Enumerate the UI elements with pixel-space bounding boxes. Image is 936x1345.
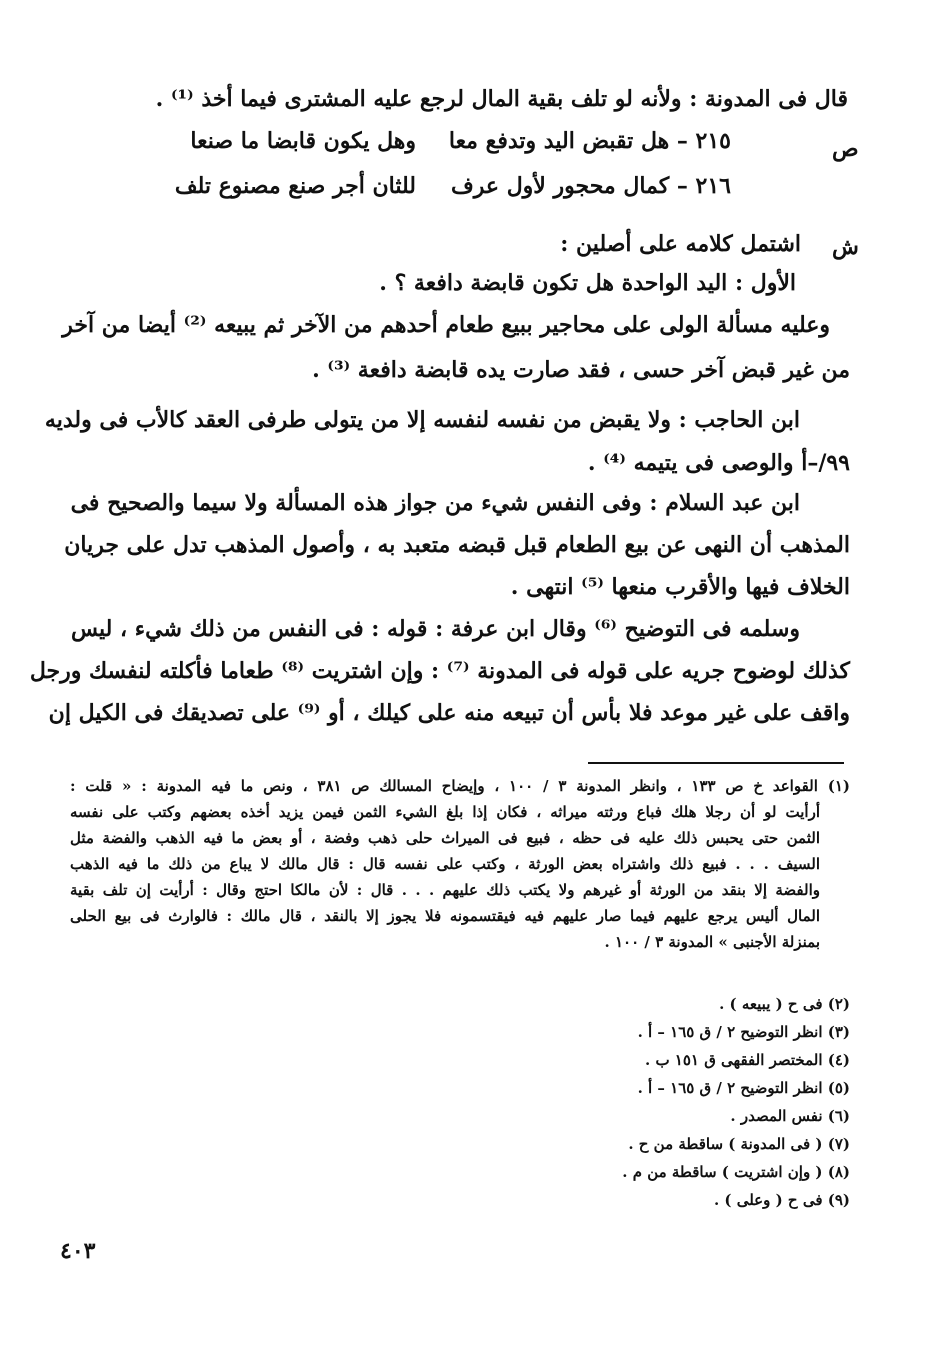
- verse-215-first-hemistich: ٢١٥ – هل تقبض اليد وتدفع معا: [448, 128, 731, 154]
- paragraph-line: اشتمل كلامه على أصلين :: [560, 231, 801, 257]
- verse-216-second-hemistich: للثان أجر صنع مصنوع تلف: [174, 173, 416, 199]
- footnote-line: (١) القواعد خ ص ١٣٣ ، وانظر المدونة ٣ / ١٠٠ ، وإيضاح المسالك ص ٣٨١ ، ونص ما فيه المدونة : « قلت :: [70, 777, 850, 795]
- page-number: ٤٠٣: [60, 1238, 96, 1264]
- footnote-line: (٧) ( فى المدونة ) ساقطة من ح .: [628, 1135, 850, 1153]
- paragraph-line: كذلك لوضوح جريه على قوله فى المدونة ⁽⁷⁾ : وإن اشتريت ⁽⁸⁾ طعاما فأكلته لنفسك ورجل: [29, 658, 850, 684]
- footnote-line: أرأيت لو أن رجلا هلك فباع ورثته ميراثه ، فكان إذا بلغ الشيء الثمن فيمن يزيد أخذه بعضهم وكتب على نفسه: [70, 803, 820, 821]
- footnote-line: (٦) نفس المصدر .: [730, 1107, 850, 1125]
- paragraph-line: وعليه مسألة الولى على محاجير ببيع طعام أحدهم من الآخر ثم يبيعه ⁽²⁾ أيضا من آخر: [62, 312, 830, 338]
- margin-marker-commentary: ش: [832, 234, 859, 260]
- footnote-line: (٢) فى ح ( يبيعه ) .: [719, 995, 850, 1013]
- footnote-line: (٥) انظر التوضيح ٢ / ق ١٦٥ – أ .: [637, 1079, 850, 1097]
- footnote-divider: [588, 762, 844, 764]
- paragraph-line: ٩٩/–أ والوصى فى يتيمه ⁽⁴⁾ .: [587, 450, 850, 476]
- paragraph-line: الخلاف فيها والأقرب منعها ⁽⁵⁾ انتهى .: [510, 574, 850, 600]
- paragraph-line: واقف على غير موعد فلا بأس أن تبيعه منه على كيلك ، أو ⁽⁹⁾ على تصديقك فى الكيل إن: [48, 700, 850, 726]
- paragraph-line: ابن الحاجب : ولا يقبض من نفسه لنفسه إلا من يتولى طرفى العقد كالأب فى ولديه: [44, 407, 800, 433]
- paragraph-line: وسلمه فى التوضيح ⁽⁶⁾ وقال ابن عرفة : قوله : فى النفس من ذلك شيء ، ليس: [70, 616, 800, 642]
- footnote-line: الثمن حتى يحبس ذلك عليه فى حظه ، فبيع فى الميراث حلى ذهب وفضة ، أو بعض ما فيه الذهب والفضة مثل: [70, 829, 820, 847]
- footnote-line: المال أليس يرجع عليهم فيما صار عليهم فيه فيقتسمونه فلا يجوز إلا بالنقد ، قال مالك : فالوارث فى بيع الحلى: [70, 907, 820, 925]
- footnote-line: (٨) ( وإن اشتريت ) ساقطة من م .: [622, 1163, 850, 1181]
- footnote-line: (٣) انظر التوضيح ٢ / ق ١٦٥ – أ .: [637, 1023, 850, 1041]
- footnote-line: (٤) المختصر الفقهى ق ١٥١ ب .: [645, 1051, 850, 1069]
- margin-marker-verse: ص: [832, 136, 859, 162]
- paragraph-line: ابن عبد السلام : وفى النفس شيء من جواز هذه المسألة ولا سيما والصحيح فى: [70, 490, 800, 516]
- verse-216-first-hemistich: ٢١٦ – كمال محجور لأول عرف: [450, 173, 731, 199]
- footnote-line: بمنزلة الأجنبى » المدونة ٣ / ١٠٠ .: [604, 933, 820, 951]
- verse-215-second-hemistich: وهل يكون قابضا ما صنعا: [190, 128, 416, 154]
- paragraph-line: الأول : اليد الواحدة هل تكون قابضة دافعة ؟ .: [379, 270, 796, 296]
- footnote-line: والفضة إلا بنقد من الورثة أو غيرهم ولا يكتب ذلك عليهم . . . قال : لأن مالكا احتج وقال : أرأيت إن تلف بقية: [70, 881, 820, 899]
- paragraph-line: من غير قبض آخر حسى ، فقد صارت يده قابضة دافعة ⁽³⁾ .: [312, 357, 850, 383]
- paragraph-line: قال فى المدونة : ولأنه لو تلف بقية المال لرجع عليه المشترى فيما أخذ ⁽¹⁾ .: [155, 86, 848, 112]
- paragraph-line: المذهب أن النهى عن بيع الطعام قبل قبضه متعبد به ، وأصول المذهب تدل على جريان: [64, 532, 850, 558]
- footnote-line: السيف . . . فبيع ذلك واشتراه بعض الورثة ، وكتب على نفسه قال : قال مالك لا يباع من ذلك ما فيه الذهب: [70, 855, 820, 873]
- footnote-line: (٩) فى ح ( وعلى ) .: [713, 1191, 850, 1209]
